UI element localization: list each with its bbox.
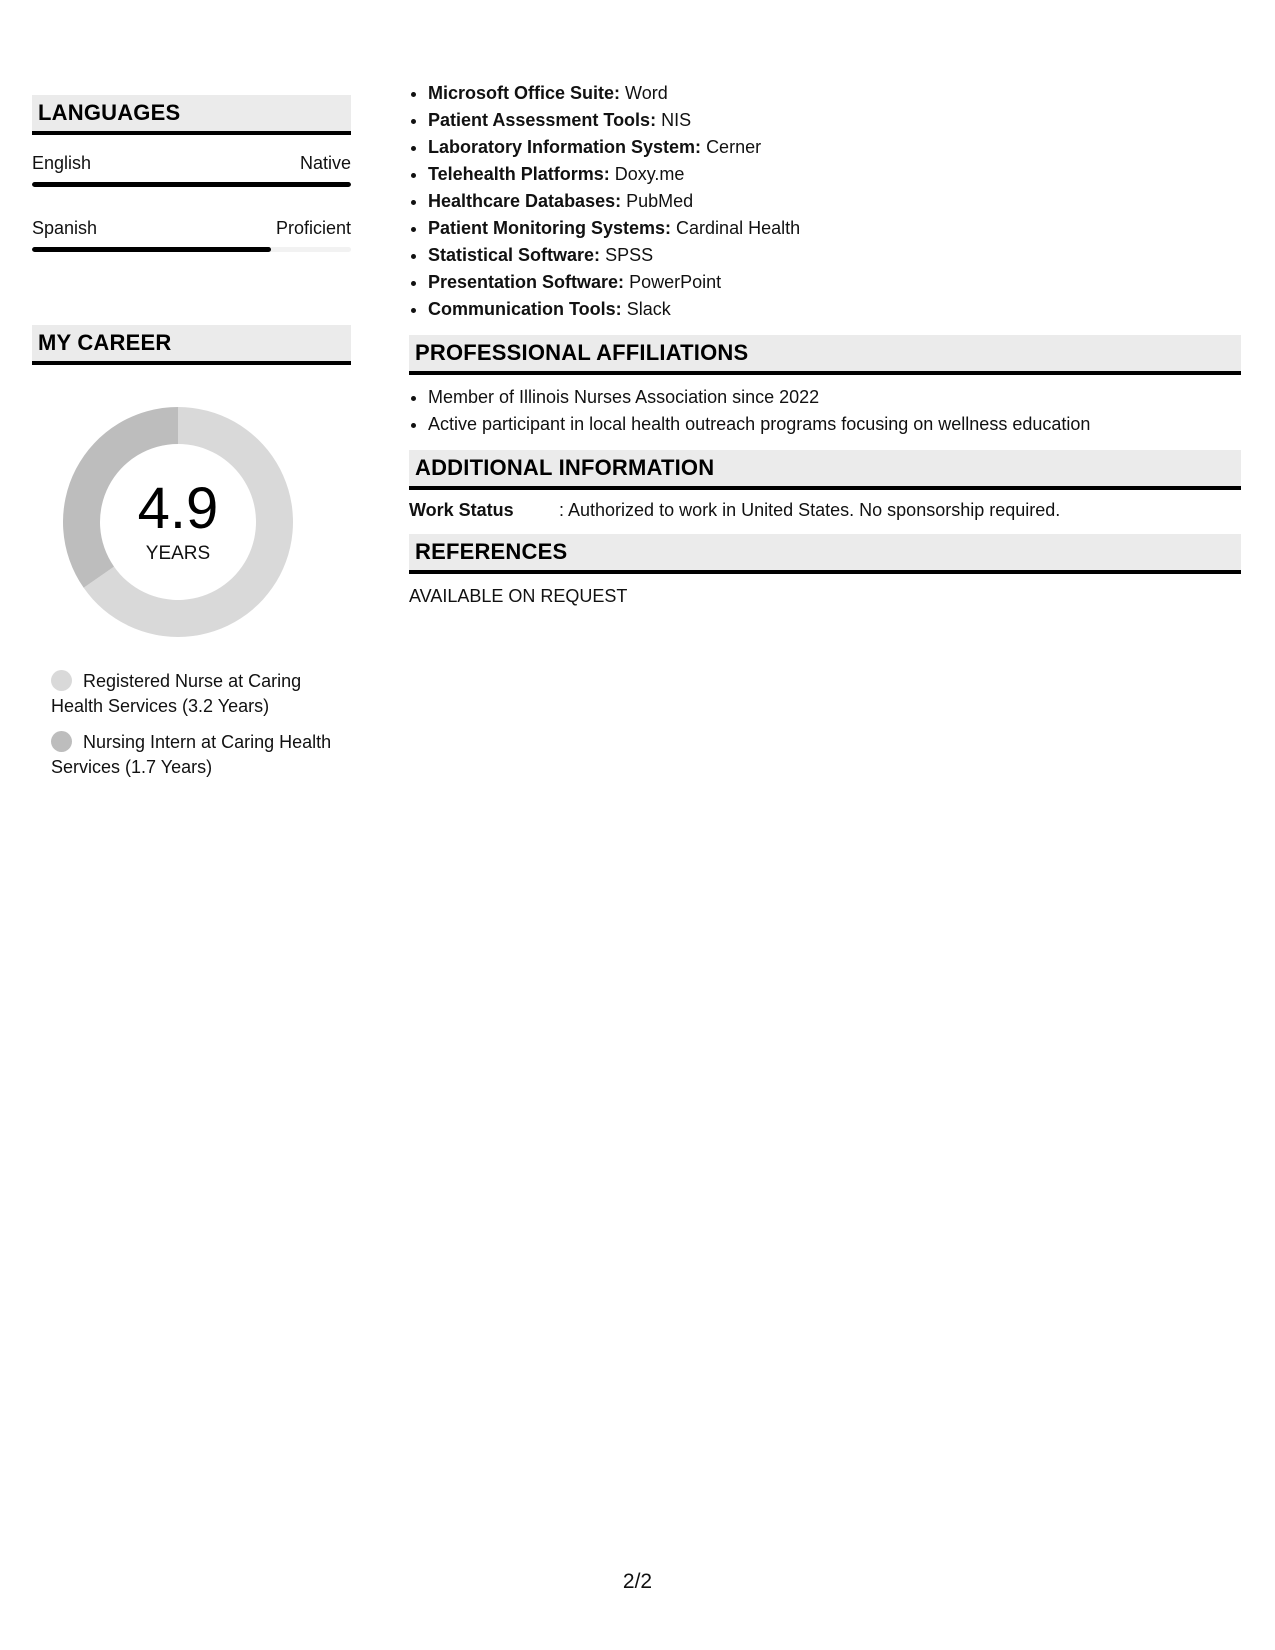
skill-value: Slack	[626, 299, 671, 319]
career-total-unit: YEARS	[145, 543, 211, 564]
skill-item	[428, 134, 1241, 161]
skill-label: Patient Assessment Tools:	[428, 110, 657, 130]
skill-value: Cerner	[706, 137, 762, 157]
skill-label: Communication Tools:	[428, 299, 622, 319]
affiliations-list	[409, 384, 1241, 438]
legend-item-nursing-intern	[51, 730, 341, 780]
work-status-value: : Authorized to work in United States. No sponsorship required.	[559, 500, 1061, 520]
skill-item	[428, 80, 1241, 107]
language-name: Spanish	[32, 218, 98, 238]
additional-info-heading: ADDITIONAL INFORMATION	[409, 450, 1241, 490]
skill-value: NIS	[661, 110, 692, 130]
languages-heading: LANGUAGES	[32, 95, 351, 135]
language-proficiency-fill	[32, 247, 271, 252]
left-column	[32, 95, 351, 791]
language-level: Proficient	[275, 218, 351, 238]
language-item-english	[32, 152, 351, 187]
work-status-label: Work Status	[409, 500, 514, 520]
skill-item	[428, 296, 1241, 323]
language-item-spanish	[32, 217, 351, 252]
affiliations-heading: PROFESSIONAL AFFILIATIONS	[409, 335, 1241, 375]
right-column	[409, 80, 1241, 608]
skill-value: Cardinal Health	[676, 218, 801, 238]
page-number: 2/2	[622, 1570, 653, 1593]
legend-item-registered-nurse	[51, 669, 341, 719]
skill-label: Healthcare Databases:	[428, 191, 622, 211]
skill-label: Presentation Software:	[428, 272, 625, 292]
career-total-years: 4.9	[137, 476, 219, 541]
skill-label: Patient Monitoring Systems:	[428, 218, 672, 238]
career-heading: MY CAREER	[32, 325, 351, 365]
skills-list	[409, 80, 1241, 323]
skill-item	[428, 269, 1241, 296]
work-status-row	[409, 498, 1241, 522]
language-name: English	[32, 153, 92, 173]
language-proficiency-bar	[32, 182, 351, 187]
references-text: AVAILABLE ON REQUEST	[409, 586, 628, 606]
language-proficiency-fill	[32, 182, 351, 187]
skill-label: Laboratory Information System:	[428, 137, 702, 157]
affiliation-item: • Active participant in local health outreach programs focusing on wellness education	[428, 411, 1241, 438]
career-donut-chart	[63, 407, 293, 637]
legend-dot-icon	[51, 670, 72, 691]
skill-value: Word	[625, 83, 668, 103]
language-level: Native	[299, 153, 351, 173]
skill-label: Telehealth Platforms:	[428, 164, 610, 184]
affiliation-item: • Member of Illinois Nurses Association since 2022	[428, 384, 1241, 411]
legend-label: Registered Nurse at Caring Health Services (3.2 Years)	[51, 671, 302, 716]
skill-item	[428, 188, 1241, 215]
legend-label: Nursing Intern at Caring Health Services (1.7 Years)	[51, 732, 332, 777]
skill-item	[428, 242, 1241, 269]
references-heading: REFERENCES	[409, 534, 1241, 574]
skill-item	[428, 215, 1241, 242]
language-proficiency-bar	[32, 247, 351, 252]
skill-label: Statistical Software:	[428, 245, 601, 265]
skill-label: Microsoft Office Suite:	[428, 83, 621, 103]
skill-item	[428, 107, 1241, 134]
skill-item	[428, 161, 1241, 188]
skill-value: Doxy.me	[614, 164, 685, 184]
skill-value: PubMed	[626, 191, 694, 211]
skill-value: SPSS	[605, 245, 654, 265]
career-legend	[51, 669, 341, 780]
legend-dot-icon	[51, 731, 72, 752]
skill-value: PowerPoint	[629, 272, 722, 292]
